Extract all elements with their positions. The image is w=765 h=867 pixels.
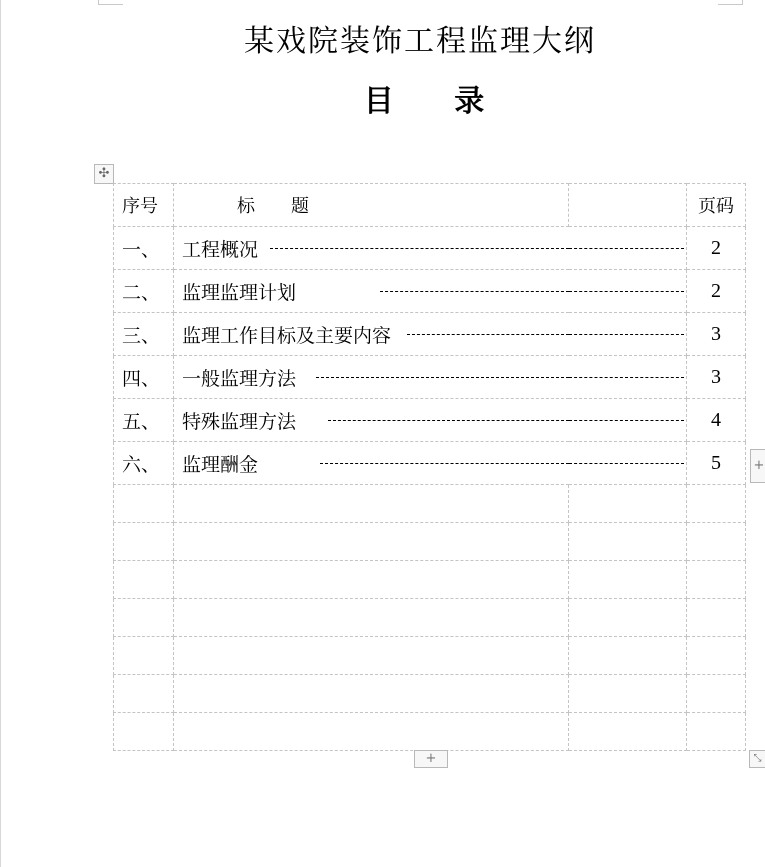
entry-title-cell[interactable] [174, 399, 569, 442]
toc-row [114, 399, 746, 442]
dot-leader [569, 377, 685, 378]
empty-cell[interactable] [569, 675, 687, 713]
dot-leader [569, 291, 685, 292]
empty-cell[interactable] [114, 713, 174, 751]
empty-row [114, 713, 746, 751]
empty-row [114, 485, 746, 523]
toc-header-row [114, 184, 746, 227]
entry-title: 监理工作目标及主要内容 [182, 324, 392, 347]
entry-title: 特殊监理方法 [182, 410, 297, 433]
entry-leader-cell[interactable] [569, 442, 687, 485]
empty-row [114, 599, 746, 637]
empty-cell[interactable] [569, 637, 687, 675]
empty-cell[interactable] [114, 599, 174, 637]
dot-leader [407, 334, 568, 335]
dot-leader [569, 463, 685, 464]
empty-cell[interactable] [114, 637, 174, 675]
header-number[interactable]: 序号 [114, 184, 174, 227]
empty-row [114, 561, 746, 599]
entry-page[interactable]: 5 [687, 442, 746, 485]
toc-row [114, 313, 746, 356]
empty-cell[interactable] [174, 675, 569, 713]
entry-title: 工程概况 [182, 238, 259, 261]
entry-title-cell[interactable] [174, 270, 569, 313]
empty-cell[interactable] [687, 637, 746, 675]
entry-leader-cell[interactable] [569, 399, 687, 442]
entry-number[interactable]: 三、 [114, 313, 174, 356]
dot-leader [569, 334, 685, 335]
empty-cell[interactable] [687, 485, 746, 523]
entry-title-cell[interactable] [174, 313, 569, 356]
document-title: 某戏院装饰工程监理大纲 [244, 24, 596, 59]
empty-row [114, 675, 746, 713]
toc-row [114, 356, 746, 399]
entry-page[interactable]: 3 [687, 313, 746, 356]
entry-title: 一般监理方法 [182, 367, 297, 390]
document-subtitle: 目 录 [363, 84, 487, 119]
empty-row [114, 523, 746, 561]
dot-leader [316, 377, 568, 378]
empty-cell[interactable] [114, 485, 174, 523]
empty-cell[interactable] [174, 561, 569, 599]
margin-corner-mark-left [98, 0, 123, 5]
add-column-icon[interactable]: + [750, 449, 765, 483]
entry-page[interactable]: 4 [687, 399, 746, 442]
empty-cell[interactable] [174, 599, 569, 637]
entry-number[interactable]: 五、 [114, 399, 174, 442]
empty-cell[interactable] [687, 523, 746, 561]
dot-leader [328, 420, 568, 421]
entry-title-cell[interactable] [174, 227, 569, 270]
empty-cell[interactable] [687, 561, 746, 599]
margin-corner-mark-right [718, 0, 743, 5]
entry-title-cell[interactable] [174, 356, 569, 399]
entry-leader-cell[interactable] [569, 356, 687, 399]
dot-leader [569, 420, 685, 421]
entry-number[interactable]: 二、 [114, 270, 174, 313]
entry-leader-cell[interactable] [569, 270, 687, 313]
entry-title-cell[interactable] [174, 442, 569, 485]
header-page[interactable]: 页码 [687, 184, 746, 227]
entry-number[interactable]: 四、 [114, 356, 174, 399]
empty-cell[interactable] [174, 523, 569, 561]
dot-leader [569, 248, 685, 249]
empty-cell[interactable] [114, 523, 174, 561]
empty-cell[interactable] [569, 485, 687, 523]
add-row-icon[interactable]: + [414, 750, 448, 768]
entry-number[interactable]: 六、 [114, 442, 174, 485]
toc-row [114, 227, 746, 270]
empty-cell[interactable] [687, 599, 746, 637]
dot-leader [270, 248, 568, 249]
toc-row [114, 270, 746, 313]
empty-cell[interactable] [174, 485, 569, 523]
table-resize-icon[interactable]: ⤡ [749, 750, 765, 768]
empty-cell[interactable] [174, 637, 569, 675]
empty-cell[interactable] [569, 523, 687, 561]
entry-page[interactable]: 2 [687, 227, 746, 270]
empty-cell[interactable] [569, 599, 687, 637]
empty-cell[interactable] [174, 713, 569, 751]
toc-table [113, 183, 746, 751]
empty-cell[interactable] [569, 561, 687, 599]
empty-row [114, 637, 746, 675]
entry-number[interactable]: 一、 [114, 227, 174, 270]
header-title-text: 标 题 [237, 196, 309, 217]
empty-cell[interactable] [687, 713, 746, 751]
header-empty-cell[interactable] [569, 184, 687, 227]
toc-row [114, 442, 746, 485]
entry-page[interactable]: 3 [687, 356, 746, 399]
empty-cell[interactable] [687, 675, 746, 713]
page-edge [0, 0, 1, 867]
empty-cell[interactable] [114, 561, 174, 599]
entry-title: 监理监理计划 [182, 281, 297, 304]
dot-leader [380, 291, 568, 292]
dot-leader [320, 463, 568, 464]
empty-cell[interactable] [114, 675, 174, 713]
entry-leader-cell[interactable] [569, 227, 687, 270]
entry-title: 监理酬金 [182, 453, 259, 476]
header-title[interactable] [174, 184, 569, 227]
table-move-icon[interactable]: ✣ [94, 164, 114, 184]
empty-cell[interactable] [569, 713, 687, 751]
entry-leader-cell[interactable] [569, 313, 687, 356]
entry-page[interactable]: 2 [687, 270, 746, 313]
